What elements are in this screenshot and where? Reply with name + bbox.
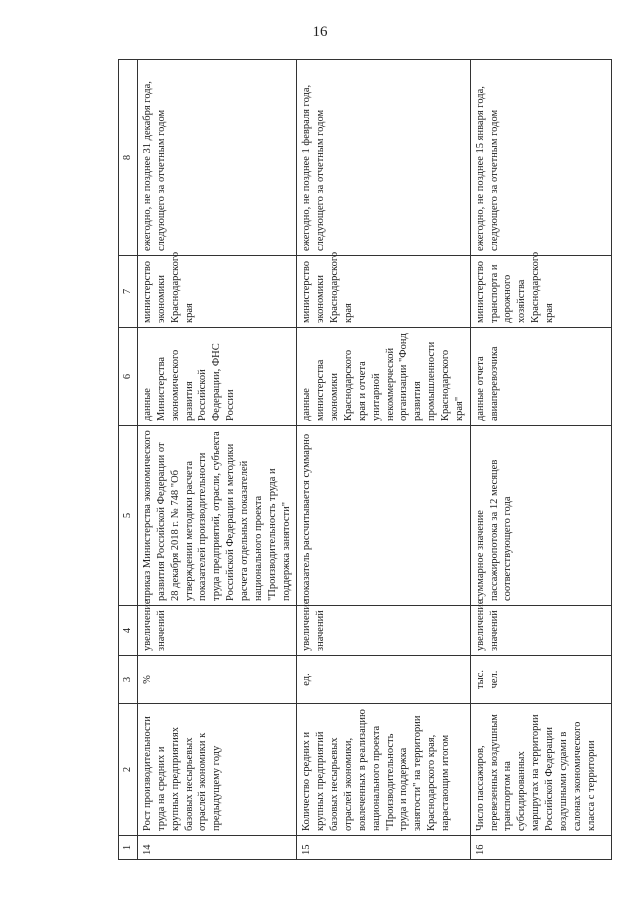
table-row — [138, 60, 297, 860]
deadline: ежегодно, не позднее 31 декабря года, следующего за отчетным годом — [138, 60, 297, 256]
indicators-table — [118, 59, 612, 860]
header-col-8: 8 — [119, 60, 138, 256]
header-col-3: 3 — [119, 656, 138, 704]
direction: увеличение значений — [138, 606, 297, 656]
direction: увеличение значений — [470, 606, 611, 656]
data-source: данные министерства экономики Краснодарского края и отчета унитарной некоммерческой организации "Фонд развития промышленности Краснодарского края" — [297, 328, 470, 426]
unit: ед. — [297, 656, 470, 704]
data-source: данные отчета авиаперевозчика — [470, 328, 611, 426]
indicator-name: Рост производительности труда на средних и крупных предприятиях базовых несырьевых отраслей экономики к предыдущему году — [138, 704, 297, 836]
unit: тыс. чел. — [470, 656, 611, 704]
table-row — [297, 60, 470, 860]
deadline: ежегодно, не позднее 15 января года, следующего за отчетным годом — [470, 60, 611, 256]
header-col-7: 7 — [119, 256, 138, 328]
row-number: 14 — [138, 836, 297, 860]
direction: увеличение значений — [297, 606, 470, 656]
calculation-method: суммарное значение пассажиропотока за 12 месяцев соответствующего года — [470, 426, 611, 606]
page-number: 16 — [312, 24, 328, 40]
row-number: 15 — [297, 836, 470, 860]
indicator-name: Число пассажиров, перевезенных воздушным транспортом на субсидированных маршрутах на территории Российской Федерации воздушными судами в салонах экономического класса с территории — [470, 704, 611, 836]
deadline: ежегодно, не позднее 1 февраля года, следующего за отчетным годом — [297, 60, 470, 256]
responsible: министерство транспорта и дорожного хозяйства Краснодарского края — [470, 256, 611, 328]
header-col-6: 6 — [119, 328, 138, 426]
header-col-2: 2 — [119, 704, 138, 836]
calculation-method: приказ Министерства экономического развития Российской Федерации от 28 декабря 2018 г. № 748 "Об утверждении методики расчета показателей производительности труда предприятий, отрасли, субъекта Российской Федерации и методики расчета отдельных показателей национального проекта "Производительность труда и поддержка занятости" — [138, 426, 297, 606]
header-col-1: 1 — [119, 836, 138, 860]
data-source: данные Министерства экономического развития Российской Федерации, ФНС России — [138, 328, 297, 426]
header-col-5: 5 — [119, 426, 138, 606]
responsible: министерство экономики Краснодарского края — [138, 256, 297, 328]
unit: % — [138, 656, 297, 704]
header-col-4: 4 — [119, 606, 138, 656]
table-row — [470, 60, 611, 860]
calculation-method: показатель рассчитывается суммарно — [297, 426, 470, 606]
rotated-table-frame — [118, 60, 597, 860]
row-number: 16 — [470, 836, 611, 860]
responsible: министерство экономики Краснодарского края — [297, 256, 470, 328]
indicator-name: Количество средних и крупных предприятий базовых несырьевых отраслей экономики, вовлеченных в реализацию национального проекта "Производительность труда и поддержка занятости" на территории Краснодарского края, нарастающим итогом — [297, 704, 470, 836]
table-header-row — [119, 60, 138, 860]
